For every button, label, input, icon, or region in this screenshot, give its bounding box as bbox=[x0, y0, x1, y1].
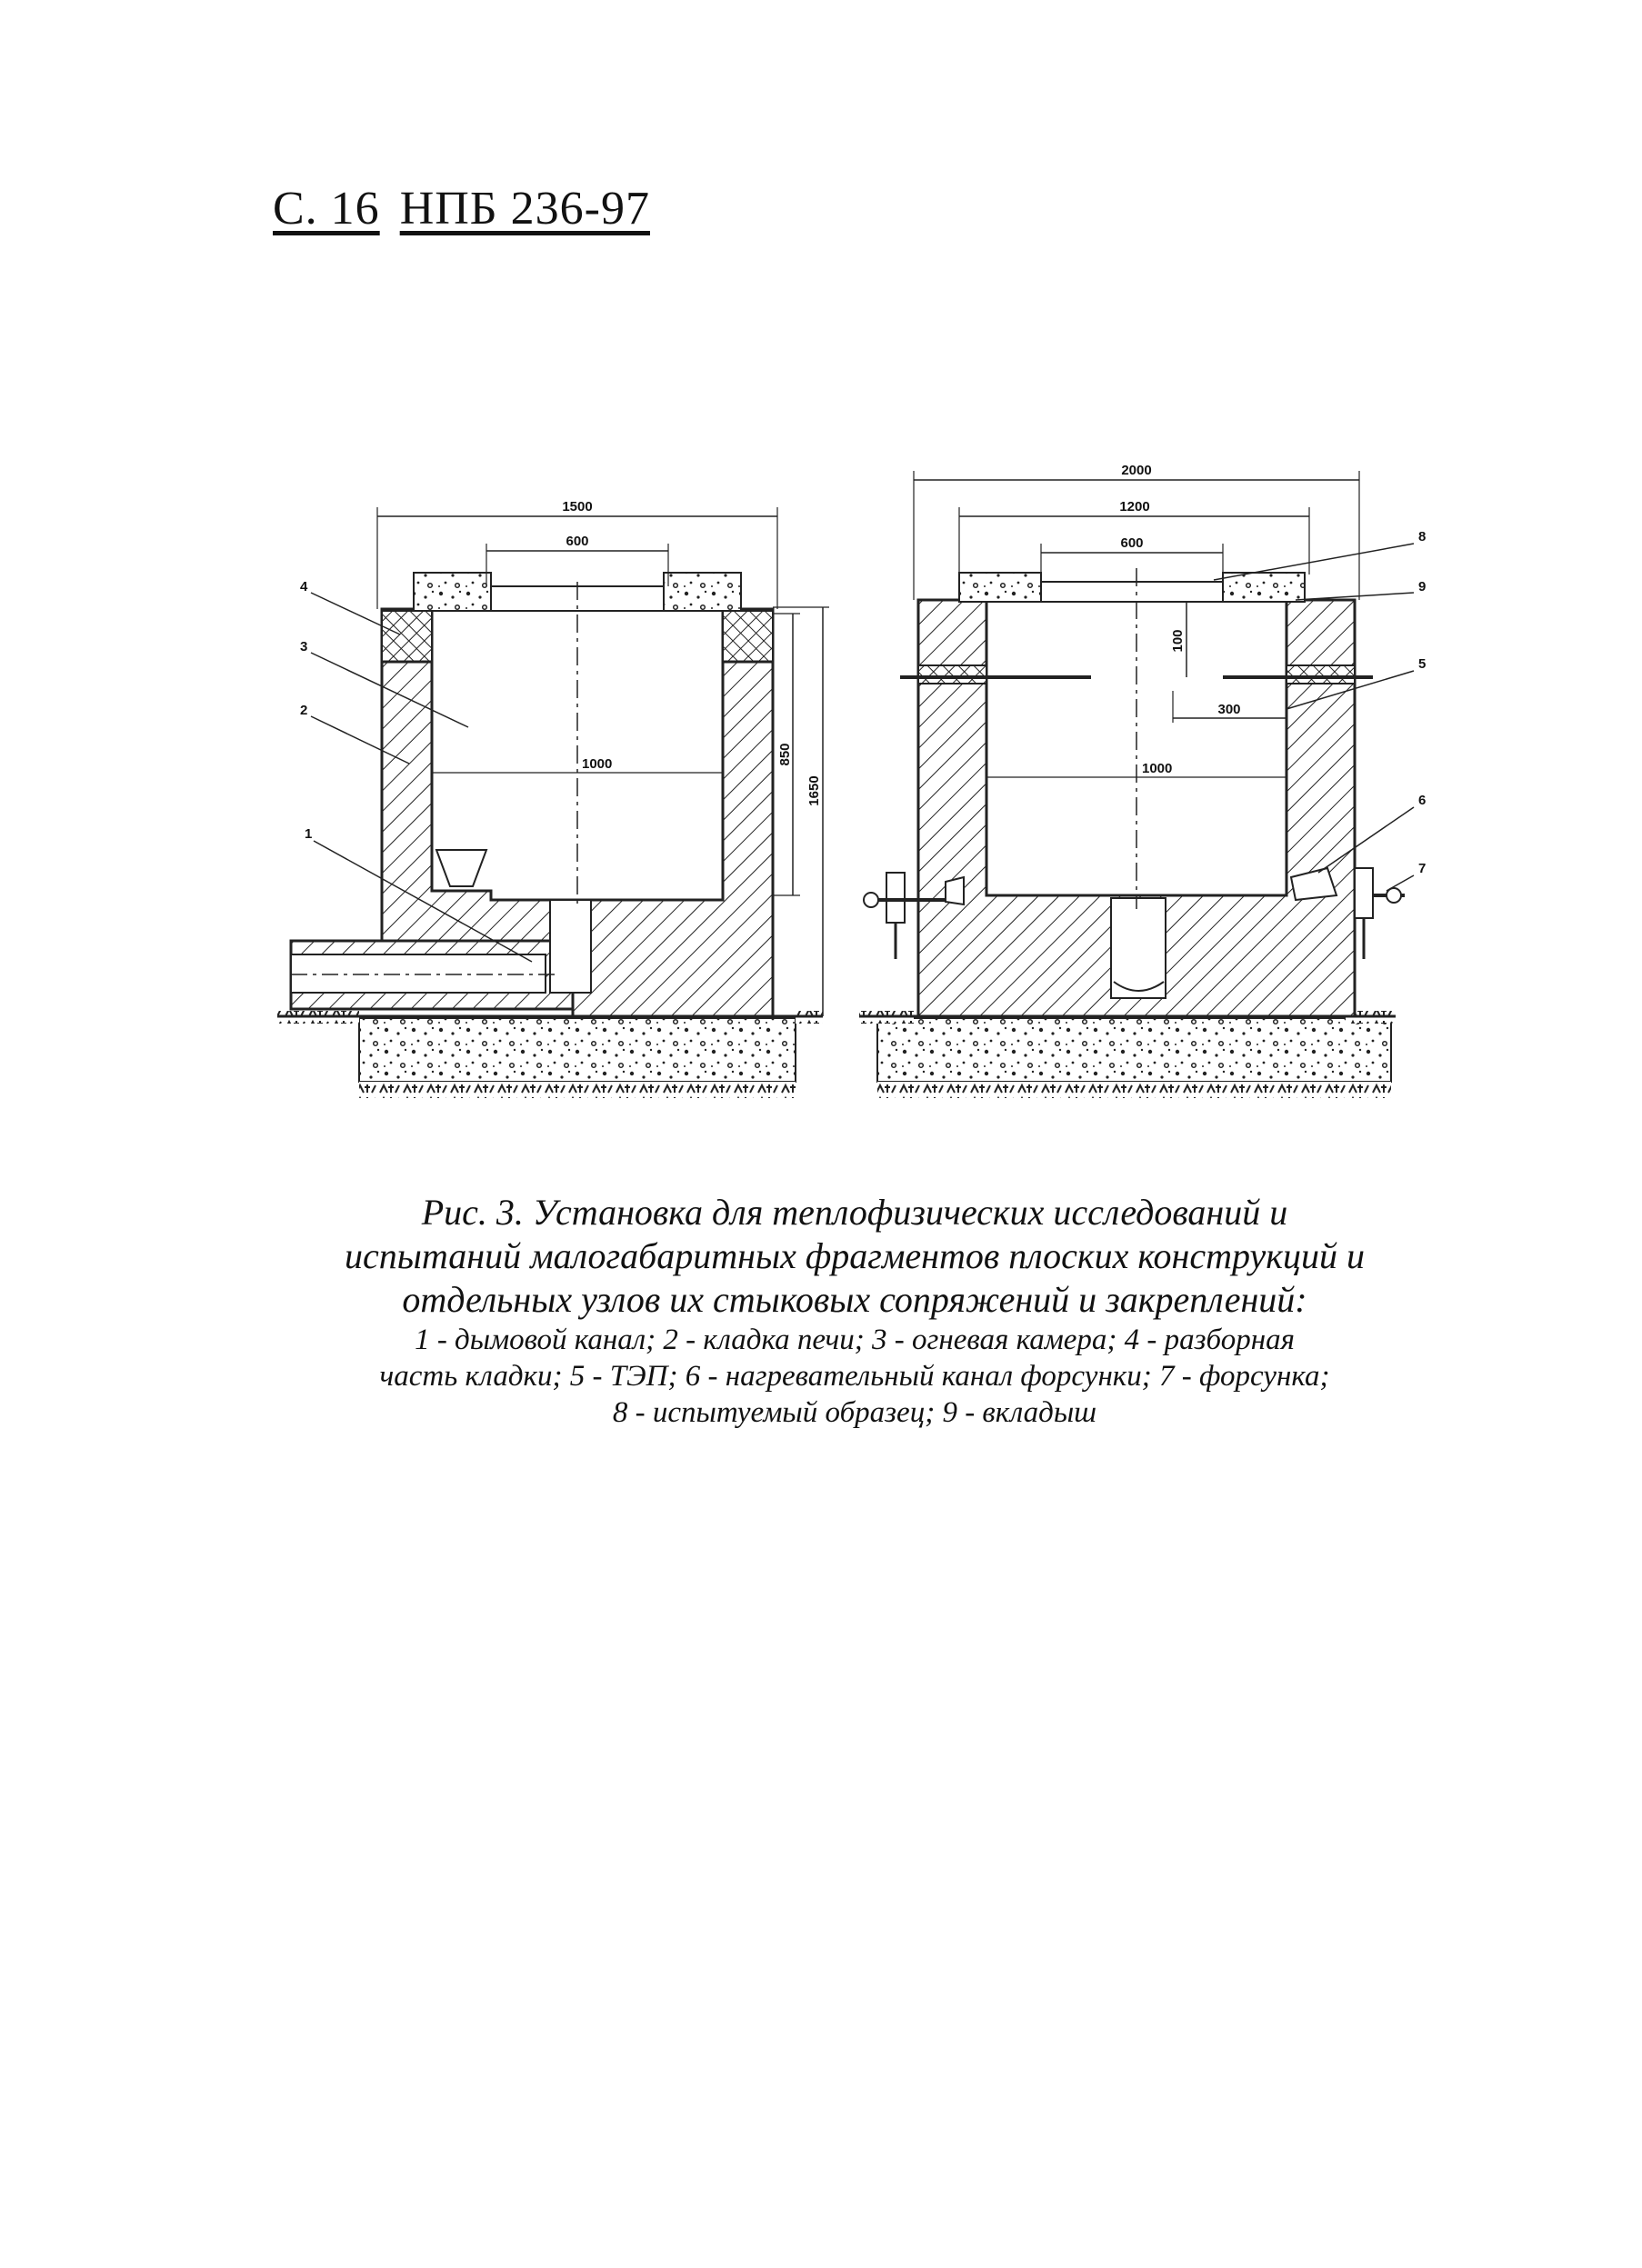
left-foundation bbox=[359, 1018, 796, 1082]
callout-9: 9 bbox=[1418, 579, 1427, 594]
caption-legend-line: 1 - дымовой канал; 2 - кладка печи; 3 - огневая камера; 4 - разборная bbox=[415, 1324, 1295, 1356]
dim-right-offset-v: 100 bbox=[1170, 629, 1186, 653]
callout-7: 7 bbox=[1418, 861, 1427, 876]
dim-opening: 600 bbox=[566, 534, 589, 549]
caption-title-line: испытаний малогабаритных фрагментов плоских конструкций и bbox=[345, 1235, 1365, 1276]
right-furnace-section bbox=[859, 463, 1426, 1098]
callout-3: 3 bbox=[300, 639, 308, 654]
dim-chamber-height: 850 bbox=[777, 743, 793, 766]
page-number: С. 16 bbox=[273, 183, 380, 235]
left-detachable-part bbox=[382, 611, 432, 662]
left-furnace-section bbox=[277, 499, 829, 1098]
dim-right-offset-h: 300 bbox=[1217, 702, 1241, 717]
right-foundation bbox=[877, 1018, 1391, 1082]
caption-legend-line: 8 - испытуемый образец; 9 - вкладыш bbox=[612, 1396, 1097, 1429]
caption-title bbox=[273, 1191, 1437, 1322]
dim-right-overall-width: 2000 bbox=[1121, 463, 1152, 478]
callout-4: 4 bbox=[300, 579, 308, 594]
callout-1: 1 bbox=[305, 826, 313, 842]
dim-right-inner-width: 1200 bbox=[1119, 499, 1150, 515]
dim-chamber-width: 1000 bbox=[582, 756, 613, 772]
caption-legend bbox=[273, 1322, 1437, 1431]
caption-title-line: отдельных узлов их стыковых сопряжений и закреплений: bbox=[402, 1279, 1307, 1320]
document-code: НПБ 236-97 bbox=[399, 183, 650, 235]
caption-title-line: Рис. 3. Установка для теплофизических исследований и bbox=[421, 1192, 1288, 1233]
dim-overall-width: 1500 bbox=[562, 499, 593, 515]
caption-legend-line: часть кладки; 5 - ТЭП; 6 - нагревательный канал форсунки; 7 - форсунка; bbox=[379, 1360, 1330, 1393]
dim-total-height: 1650 bbox=[806, 775, 822, 806]
callout-2: 2 bbox=[300, 703, 308, 718]
dim-right-chamber-width: 1000 bbox=[1142, 761, 1173, 776]
dim-right-opening: 600 bbox=[1120, 535, 1144, 551]
callout-6: 6 bbox=[1418, 793, 1427, 808]
figure-caption bbox=[273, 1191, 1437, 1431]
callout-5: 5 bbox=[1418, 656, 1427, 672]
right-soil bbox=[877, 1082, 1391, 1098]
left-soil bbox=[359, 1082, 796, 1098]
callout-8: 8 bbox=[1418, 529, 1427, 545]
